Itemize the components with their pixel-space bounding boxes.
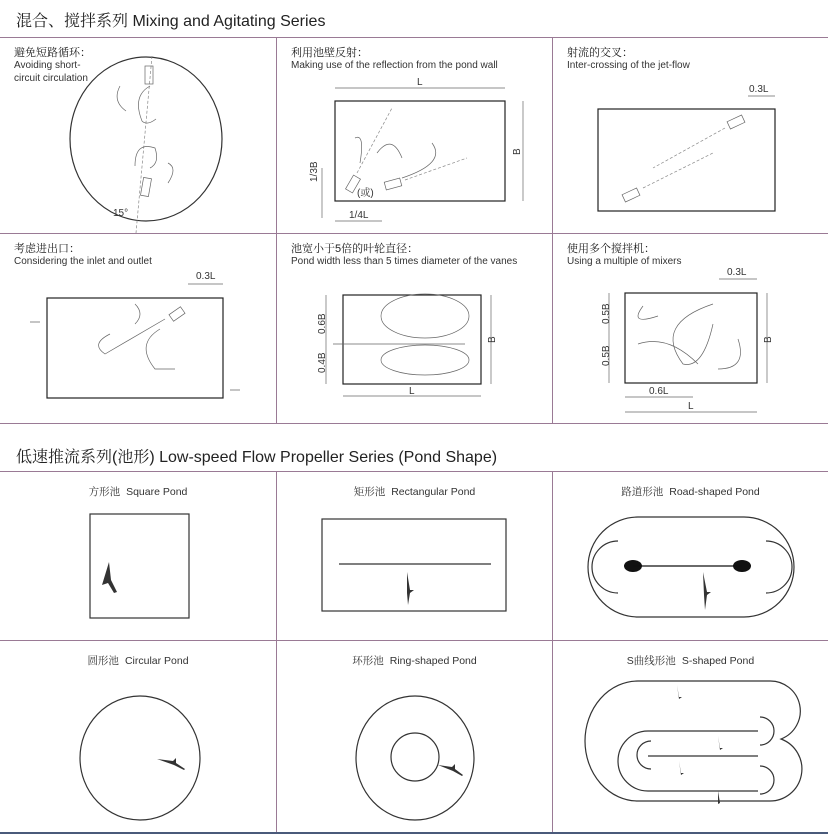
propeller-icon <box>407 572 414 605</box>
jet-crossing-diagram <box>553 38 828 234</box>
propeller-icon <box>677 685 723 804</box>
caption-en: Square Pond <box>126 486 188 498</box>
cell-title-cn: 射流的交叉： <box>567 47 633 59</box>
mixing-cell-inlet-outlet <box>0 234 277 423</box>
cell-title-en: Using a multiple of mixers <box>567 256 682 267</box>
pond-outline <box>588 517 794 617</box>
dimension-B: B <box>512 148 523 155</box>
mixer-icon <box>140 177 151 196</box>
mixer-axis <box>136 56 152 233</box>
pond-outline <box>625 293 757 383</box>
pond-cell-road-shaped <box>553 472 828 641</box>
propeller-section-title: 低速推流系列(池形) Low-speed Flow Propeller Series (Pond Shape) <box>16 449 498 466</box>
caption-cn: S曲线形池 <box>626 655 676 667</box>
mixing-cell-jet-crossing <box>553 38 828 234</box>
dimension-L: L <box>688 401 694 412</box>
dimension-L: L <box>409 386 415 397</box>
pond-outline <box>598 109 775 211</box>
multiple-mixers-diagram <box>553 234 828 423</box>
dimension-upper: 0.6B <box>317 313 328 334</box>
dimension-quarter-L: 1/4L <box>349 210 369 221</box>
dimension-partial: 0.6L <box>649 386 669 397</box>
cell-title-en: Inter-crossing of the jet-flow <box>567 60 690 71</box>
dimension-upper: 0.5B <box>601 303 612 324</box>
propeller-grid <box>0 471 828 833</box>
cell-title-en: Considering the inlet and outlet <box>14 256 152 267</box>
caption-cn: 方形池 <box>88 486 121 498</box>
s-pond-diagram <box>553 641 828 833</box>
mixing-cell-pond-width <box>277 234 553 423</box>
propeller-icon <box>438 764 463 776</box>
or-label: (或) <box>357 188 374 199</box>
cell-title-cn: 考虑进出口： <box>14 243 80 255</box>
caption-cn: 环形池 <box>352 655 384 667</box>
caption-en: Circular Pond <box>124 655 189 667</box>
caption-cn: 路道形池 <box>621 486 664 498</box>
dimension-offset: 0.3L <box>196 271 216 282</box>
propeller-icon <box>703 572 711 610</box>
pond-outline <box>80 696 200 820</box>
pond-cell-s-shaped <box>553 641 828 833</box>
cell-title-en: Avoiding short-circuit circulation <box>14 60 88 84</box>
caption-en: Rectangular Pond <box>391 486 476 498</box>
flow-arrow <box>117 86 156 123</box>
pond-cell-ring-shaped <box>277 641 553 833</box>
pond-cell-circular <box>0 641 277 833</box>
inlet-outlet-arrow <box>30 322 240 390</box>
propeller-icon <box>157 758 185 770</box>
pond-cell-rectangular <box>277 472 553 641</box>
caption-cn: 矩形池 <box>353 486 386 498</box>
pond-outline <box>356 696 474 820</box>
caption-en: Road-shaped Pond <box>669 486 760 498</box>
cell-title-cn: 池宽小于5倍的叶轮直径： <box>291 243 419 255</box>
pond-cell-square <box>0 472 277 641</box>
reflection-diagram <box>277 38 553 234</box>
rectangular-pond-diagram <box>277 472 553 641</box>
pond-inner-island <box>391 733 439 781</box>
cell-title-cn: 利用池壁反射： <box>291 47 368 59</box>
caption-en: Ring-shaped Pond <box>389 655 477 667</box>
propeller-icon <box>102 562 117 593</box>
square-pond-diagram <box>0 472 277 641</box>
road-pond-diagram <box>553 472 828 641</box>
cell-title-cn: 使用多个搅拌机： <box>567 243 655 255</box>
mixing-grid <box>0 37 828 424</box>
dimension-B: B <box>487 336 498 343</box>
dimension-lower: 0.5B <box>601 345 612 366</box>
dimension-L: L <box>417 77 423 88</box>
dimension-B: B <box>763 336 774 343</box>
cell-title-en: Making use of the reflection from the pond wall <box>291 60 498 71</box>
mixing-cell-wall-reflection <box>277 38 553 234</box>
pond-width-diagram <box>277 234 553 423</box>
ring-pond-diagram <box>277 641 553 833</box>
angle-label: 15° <box>113 208 129 219</box>
mixing-cell-avoid-short-circuit <box>0 38 277 234</box>
pond-outline <box>322 519 506 611</box>
circular-pond-diagram <box>0 38 277 234</box>
mixer-icon <box>145 66 153 84</box>
dimension-offset: 0.3L <box>727 267 747 278</box>
mixing-section-title: 混合、搅拌系列 Mixing and Agitating Series <box>16 13 326 30</box>
circular-pond-diagram <box>0 641 277 833</box>
pond-outline <box>47 298 223 398</box>
pond-outline <box>343 295 481 384</box>
dimension-third-B: 1/3B <box>309 161 320 182</box>
mixing-cell-multiple-mixers <box>553 234 828 423</box>
caption-cn: 圆形池 <box>87 655 119 667</box>
cell-title-cn: 避免短路循环： <box>14 47 91 59</box>
caption-en: S-shaped Pond <box>681 655 755 667</box>
dimension-lower: 0.4B <box>317 352 328 373</box>
pond-outline <box>90 514 189 618</box>
cell-title-en: Pond width less than 5 times diameter of the vanes <box>291 256 518 267</box>
inlet-outlet-diagram <box>0 234 277 423</box>
dimension-offset: 0.3L <box>749 84 769 95</box>
pond-outline <box>335 101 505 201</box>
